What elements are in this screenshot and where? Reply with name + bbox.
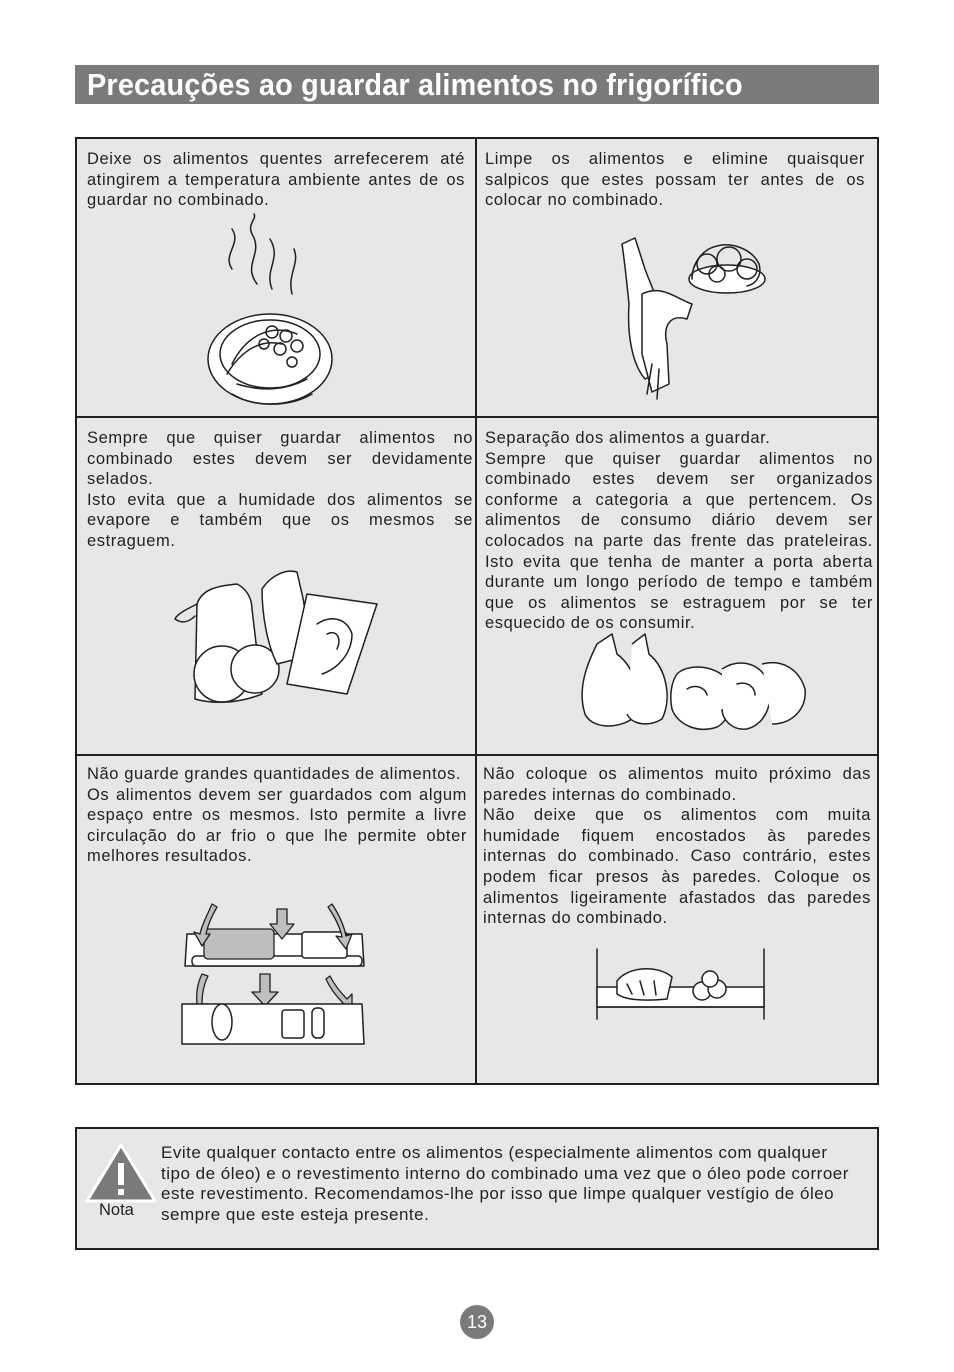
page-title: Precauções ao guardar alimentos no frigorífico (87, 67, 743, 102)
page-number: 13 (460, 1305, 494, 1339)
note-box (75, 1127, 879, 1250)
air-circulation-shelf-icon (182, 904, 372, 1059)
hot-food-bowl-icon (202, 214, 342, 419)
paragraph: Separação dos alimentos a guardar. (485, 429, 771, 447)
paragraph: Isto evita que a humidade dos alimentos se evapore e também que os mesmos se estraguem. (87, 490, 473, 550)
paragraph: Sempre que quiser guardar alimentos no combinado estes devem ser devidamente selados. (87, 429, 473, 489)
cleaning-bottle-icon (617, 234, 767, 409)
paragraph: Não guarde grandes quantidades de alimentos. (87, 765, 462, 783)
sealed-food-bags-icon (167, 564, 387, 714)
warning-triangle-icon (85, 1141, 157, 1207)
paragraph: Não coloque os alimentos muito próximo das paredes internas do combinado. (483, 765, 871, 804)
precaution-text (87, 428, 473, 552)
shelf-with-food-icon (592, 949, 772, 1034)
title-bar (75, 65, 879, 104)
grid-divider-vertical (475, 139, 477, 1083)
note-text: Evite qualquer contacto entre os alimentos (especialmente alimentos com qualquer tipo de óleo) e o revestimento interno do combinado uma vez que o óleo pode corroer este revestimento. Recomendamos-lhe por isso que limpe qualquer vestígio de óleo sempre que este esteja presente. (161, 1143, 849, 1224)
meat-portions-icon (577, 629, 807, 739)
precaution-text (485, 428, 873, 634)
precaution-text: Limpe os alimentos e elimine quaisquer salpicos que estes possam ter antes de os colocar no combinado. (485, 150, 865, 210)
precaution-text (483, 764, 871, 929)
grid-divider-horizontal (77, 754, 877, 756)
note-label: Nota (99, 1201, 134, 1219)
paragraph: Sempre que quiser guardar alimentos no combinado estes devem ser organizados conforme a categoria a que pertencem. Os alimentos de consumo diário devem ser colocados na parte das frente das prateleiras. Isto evita que tenha de manter a porta aberta durante um longo período de tempo e também que os alimentos se estraguem por se ter esquecido de os consumir. (485, 449, 873, 633)
paragraph: Os alimentos devem ser guardados com algum espaço entre os mesmos. Isto permite a livre circulação do ar frio o que lhe permite obter melhores resultados. (87, 785, 467, 866)
precaution-text (87, 764, 467, 867)
paragraph: Não deixe que os alimentos com muita humidade fiquem encostados às paredes internas do combinado. Caso contrário, estes podem ficar presos às paredes. Coloque os alimentos ligeiramente afastados das paredes internas do combinado. (483, 806, 871, 928)
precaution-text: Deixe os alimentos quentes arrefecerem até atingirem a temperatura ambiente antes de os guardar no combinado. (87, 150, 465, 210)
grid-divider-horizontal (77, 416, 877, 418)
precautions-grid (75, 137, 879, 1085)
